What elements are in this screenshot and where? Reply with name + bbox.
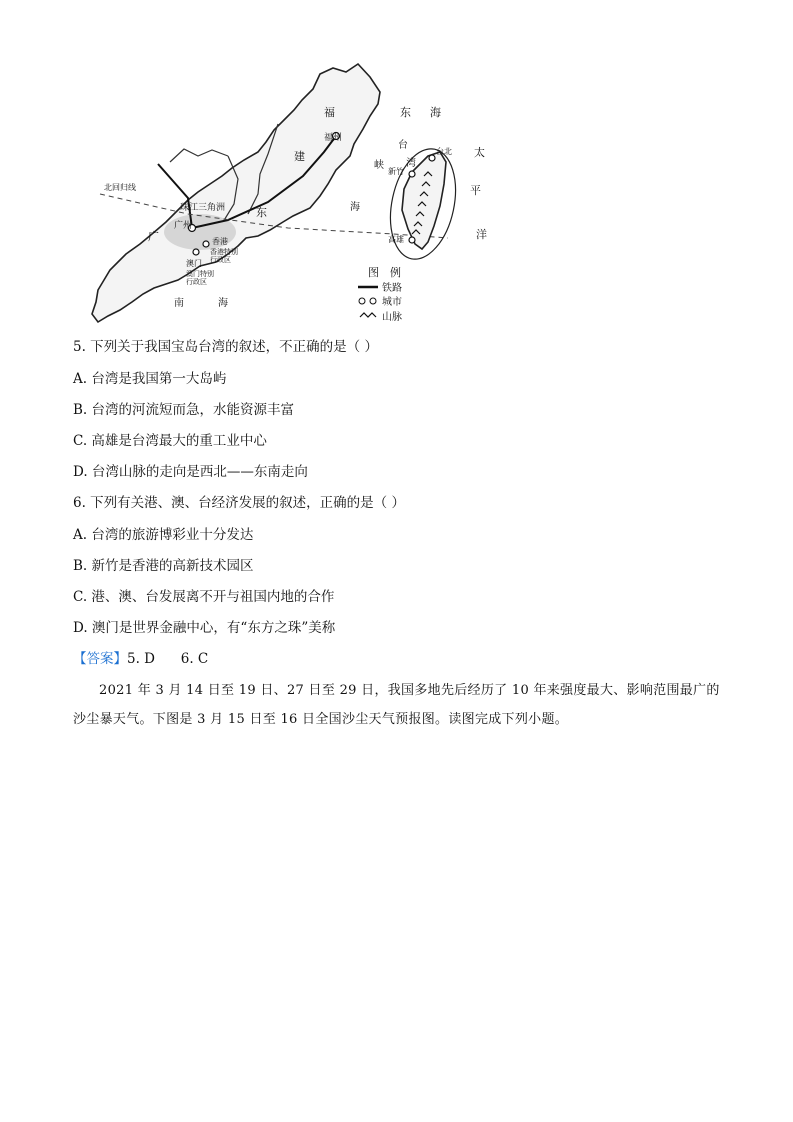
label-am-admin-2: 行政区 <box>186 278 207 286</box>
question-6-stem: 6. 下列有关港、澳、台经济发展的叙述，正确的是（ ） <box>73 495 405 511</box>
label-fuzhou: 福州 <box>324 133 343 143</box>
legend-city-symbol-1 <box>359 298 365 304</box>
label-xg-admin-1: 香港特别 <box>210 248 238 256</box>
label-aomen: 澳门 <box>186 259 202 268</box>
label-am-admin-1: 澳门特别 <box>186 270 214 278</box>
map-legend <box>358 265 402 323</box>
label-hai-south: 海 <box>218 298 228 309</box>
label-hai-strait: 海 <box>350 202 360 213</box>
label-tai-pacific: 太 <box>474 146 485 159</box>
label-jian: 建 <box>294 150 305 163</box>
label-xianggang: 香港 <box>212 237 228 246</box>
answer-text: 5. D 6. C <box>127 651 209 667</box>
question-5-stem: 5. 下列关于我国宝岛台湾的叙述，不正确的是（ ） <box>73 339 378 355</box>
question-5-option-b: B. 台湾的河流短而急，水能资源丰富 <box>73 402 295 418</box>
legend-city-symbol-2 <box>370 298 376 304</box>
question-6-option-b: B. 新竹是香港的高新技术园区 <box>73 558 254 574</box>
label-tai: 台 <box>398 140 408 151</box>
label-zhujiang: 珠江三角洲 <box>180 203 226 213</box>
label-guangzhou: 广州 <box>174 221 193 231</box>
taiwan-fujian-guangdong-map <box>88 44 498 329</box>
question-6-option-d: D. 澳门是世界金融中心，有“东方之珠”美称 <box>73 620 336 636</box>
label-xia: 峡 <box>374 160 384 171</box>
label-dong: 东 <box>400 106 411 119</box>
legend-title-1: 图 <box>368 266 379 279</box>
legend-mountain: 山脉 <box>382 312 402 323</box>
question-5-option-a: A. 台湾是我国第一大岛屿 <box>73 371 227 387</box>
legend-mountain-symbol <box>360 313 376 317</box>
label-tropic: 北回归线 <box>104 183 136 192</box>
label-ping: 平 <box>470 184 481 197</box>
province-border <box>170 149 228 162</box>
label-dong-guang: 东 <box>256 206 267 219</box>
label-hai: 海 <box>430 106 441 119</box>
question-5-option-c: C. 高雄是台湾最大的重工业中心 <box>73 433 267 449</box>
label-wan: 湾 <box>406 158 416 169</box>
legend-city: 城市 <box>382 297 402 308</box>
question-6-option-a: A. 台湾的旅游博彩业十分发达 <box>73 527 254 543</box>
question-5-option-d: D. 台湾山脉的走向是西北——东南走向 <box>73 464 308 480</box>
answer-line <box>73 650 208 668</box>
label-taibei: 台北 <box>436 147 452 156</box>
label-nan: 南 <box>174 298 184 309</box>
label-guang: 广 <box>148 230 159 243</box>
label-fu: 福 <box>324 106 335 119</box>
label-yang: 洋 <box>476 228 487 241</box>
label-xinzhu: 新竹 <box>388 167 404 176</box>
label-gaoxiong: 高雄 <box>388 235 404 244</box>
question-6-option-c: C. 港、澳、台发展离不开与祖国内地的合作 <box>73 589 335 605</box>
passage-paragraph: 2021 年 3 月 14 日至 19 日、27 日至 29 日，我国多地先后经历了 10 年来强度最大、影响范围最广的沙尘暴天气。下图是 3 月 15 日至 16 日全国沙尘天气预报图。读图完成下列小题。 <box>73 683 720 727</box>
legend-rail: 铁路 <box>382 283 402 294</box>
label-xg-admin-2: 行政区 <box>210 256 231 264</box>
legend-title-2: 例 <box>390 266 401 279</box>
answer-tag: 【答案】 <box>73 651 127 667</box>
